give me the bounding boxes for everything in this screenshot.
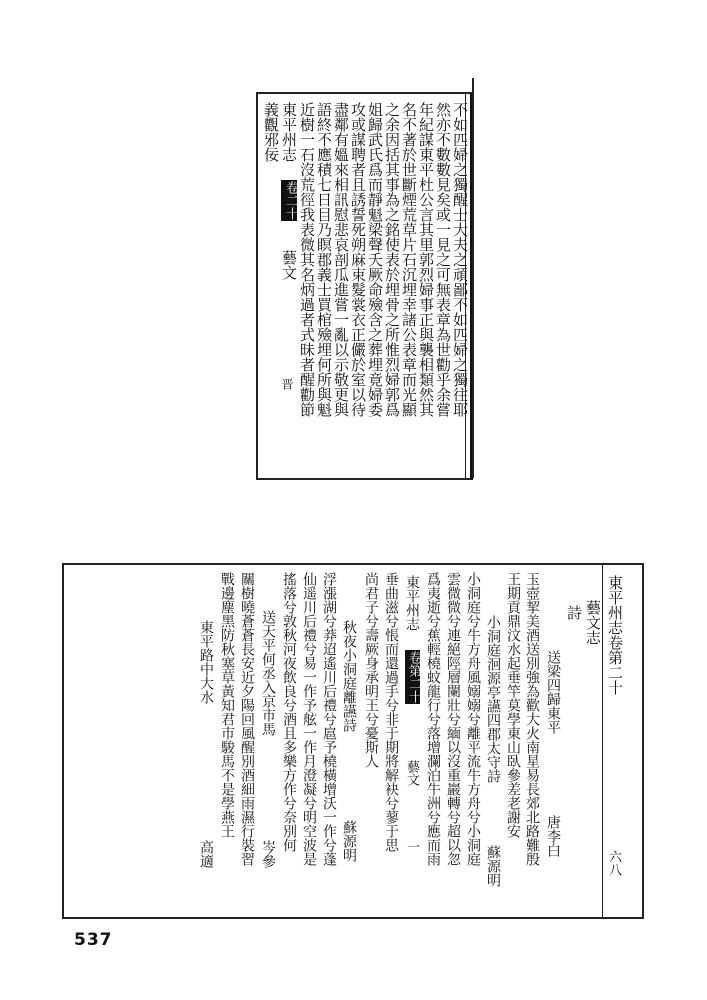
poem-line: 垂曲滋兮悵而還過手兮非于期將解袂兮蓼于思 (383, 572, 399, 852)
poem-title: 送天平何丞入京市馬 (260, 610, 276, 736)
genre-label: 詩 (565, 605, 583, 620)
poem-line: 玉壺挈美酒送別強為歡大火南星易長郊北路難殷 (524, 572, 540, 866)
poem-author: 高適 (198, 840, 214, 868)
top-panel-edge (472, 78, 474, 478)
page-number: 537 (74, 930, 113, 950)
poem-title: 秋夜小洞庭離讌詩 (341, 620, 357, 732)
top-running-head: 東平州志 (280, 102, 298, 162)
section-title: 藝文志 (584, 600, 602, 645)
poem-author: 唐李白 (545, 815, 561, 857)
poem-author: 蘇源明 (341, 820, 357, 862)
top-footer-mark: 晋 (280, 378, 294, 390)
bottom-running-head: 東平州志 (404, 575, 420, 631)
top-text-column: 年紀謀東平杜公言其里郭烈婦事正與襲相類然其 (417, 102, 435, 417)
top-text-column: 姐歸武氏爲而靜魁梁聲夭厥命殮含之葬埋竟婦委 (366, 102, 384, 417)
top-text-column: 之余因括其事為之銘使表於埋骨之所惟烈婦郭爲 (383, 102, 401, 417)
top-text-column: 語終不應積七日目乃瞑郡義士買棺殮埋何所與魁 (315, 102, 333, 417)
top-text-column: 名不著於世斷煙荒草片石沉埋幸諸公表章而光顯 (400, 102, 418, 417)
poem-line: 爲夷逝兮蕉輕橈蚊龍行兮落增瀾泊牛洲兮應而雨 (425, 572, 441, 866)
poem-title: 東平路中大水 (198, 620, 214, 704)
top-text-column: 攻或謀聘者且誘誓死朔麻束髮裳衣正儼於室以待 (349, 102, 367, 417)
poem-title: 送梁四歸東平 (545, 650, 561, 734)
top-section-label: 藝文 (280, 250, 298, 280)
bottom-volume-mark: 卷第二十 (406, 651, 421, 703)
poem-line: 小洞庭兮牛方舟風嫋嫋兮離平流牛方舟兮小洞庭 (465, 572, 481, 866)
top-text-column: 近樹一石沒荒徑我表微其名炳過者式昧者醒勸節 (298, 102, 316, 417)
folio-number: 六八 (606, 850, 621, 876)
top-text-column: 盡鄰有媼來相訊慰悲哀剖瓜進嘗一亂以示敬更與 (332, 102, 350, 417)
poem-title: 小洞庭洄源亭讌四郡太守詩 (485, 615, 501, 783)
poem-line: 王期貢鼎汶水起垂竿莫學東山臥參差老謝安 (505, 572, 521, 838)
poem-author: 蘇源明 (485, 845, 501, 887)
poem-line: 搖落兮敦秋河夜飲良兮酒且多樂方作兮奈別何 (281, 572, 297, 852)
poem-line: 浮漲湖兮莽迢遙川后禮兮扈予橈橫增沃一作兮蓬 (321, 572, 337, 866)
top-volume-mark: 卷二十 (283, 181, 298, 220)
poem-line: 戰邊塵黑防秋塞草黃知君市駿馬不是學燕王 (219, 572, 235, 838)
bottom-leaf-number: 一 (404, 840, 419, 853)
poem-line: 關樹曉蒼蒼長安近夕陽回風醒別酒細雨濕行裝習 (239, 572, 255, 866)
top-text-column: 然亦不數數見矣或一見之可無表章為世勸乎余嘗 (434, 102, 452, 417)
top-text-column: 不如匹婦之獨醒士大夫之頑鄙不如匹婦之獨往耶 (451, 102, 469, 417)
volume-title: 東平州志卷第二十 (606, 575, 624, 695)
poem-line: 尚君子兮壽厥身承明王兮憂斯人 (363, 572, 379, 768)
bottom-panel-rule (602, 563, 603, 917)
poem-line: 仙遥川后禮兮易一作予舷一作月澄凝兮明空波是 (301, 572, 317, 866)
poem-line: 雲微微兮連絕陘層闌壯兮緬以沒重巖轉兮超以忽 (445, 572, 461, 866)
bottom-panel-frame (62, 563, 644, 919)
poem-author: 岑參 (260, 840, 276, 868)
bottom-section-label: 藝文 (404, 760, 419, 786)
top-text-column: 義觀邪佞 (262, 102, 280, 162)
